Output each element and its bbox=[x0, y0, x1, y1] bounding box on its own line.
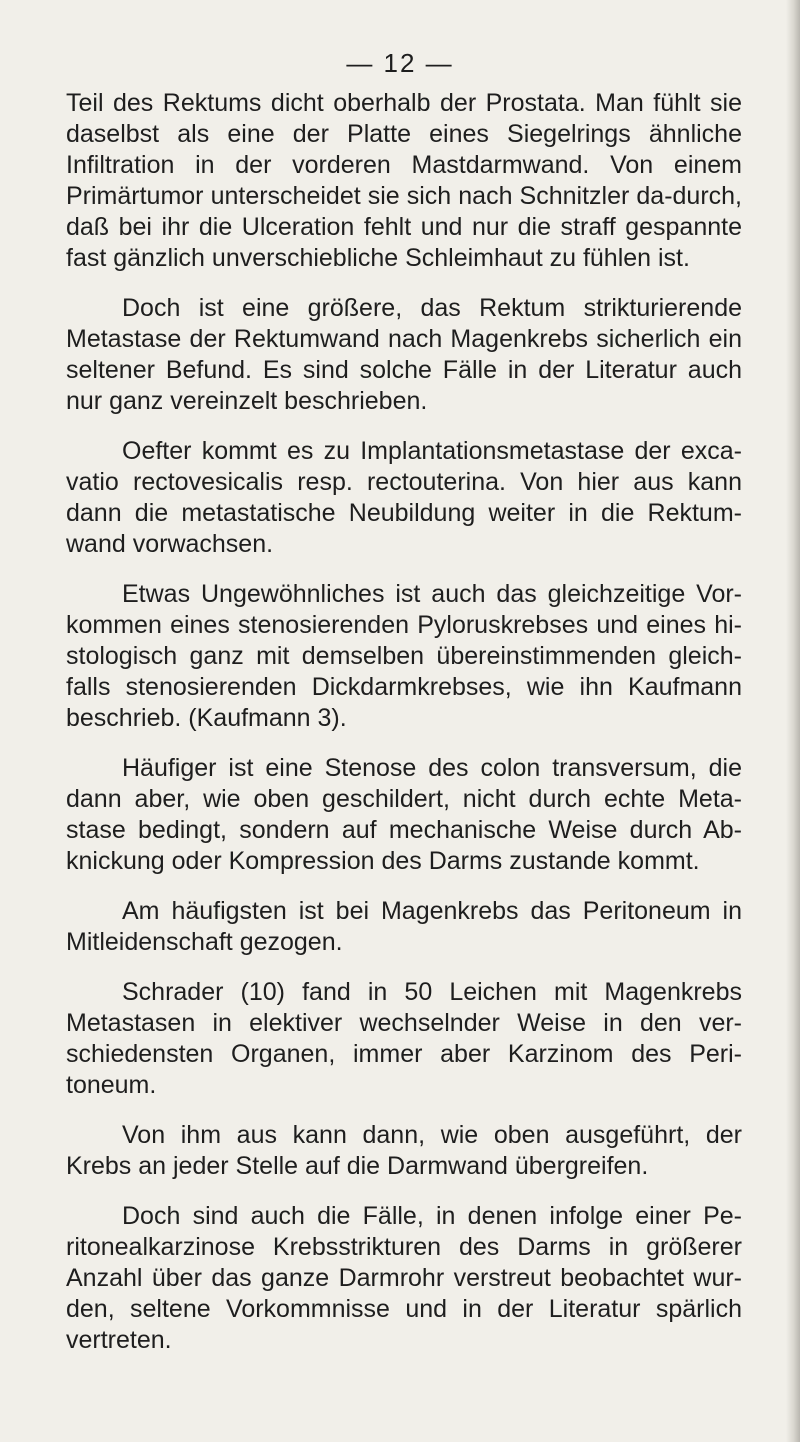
paragraph: Doch ist eine größere, das Rektum strikturierende Metastase der Rektumwand nach Magenkrebs sicherlich ein seltener Befund. Es sind solche Fälle in der Literatur auch nur ganz vereinzelt beschrieben. bbox=[66, 294, 742, 415]
paragraph: Schrader (10) fand in 50 Leichen mit Magenkrebs Metastasen in elektiver wechselnder Weise in den ver-schiedensten Organen, immer aber Karzinom des Peri-toneum. bbox=[66, 978, 742, 1099]
body-text bbox=[66, 88, 742, 1375]
paragraph: Doch sind auch die Fälle, in denen infolge einer Pe-ritonealkarzinose Krebsstrikturen des Darms in größerer Anzahl über das ganze Darmrohr verstreut beobachtet wur-den, seltene Vorkommnisse und in der Literatur spärlich vertreten. bbox=[66, 1202, 742, 1354]
paragraph: Oefter kommt es zu Implantationsmetastase der exca-vatio rectovesicalis resp. rectouterina. Von hier aus kann dann die metastatische Neubildung weiter in die Rektum-wand vorwachsen. bbox=[66, 437, 742, 558]
paragraph: Teil des Rektums dicht oberhalb der Prostata. Man fühlt sie daselbst als eine der Platte eines Siegelrings ähnliche Infiltration in der vorderen Mastdarmwand. Von einem Primärtumor unterscheidet sie sich nach Schnitzler da-durch, daß bei ihr die Ulceration fehlt und nur die straff gespannte fast gänzlich unverschiebliche Schleimhaut zu fühlen ist. bbox=[66, 89, 742, 272]
page-number: — 12 — bbox=[346, 48, 454, 78]
page-edge-shadow bbox=[786, 0, 800, 1442]
paragraph: Am häufigsten ist bei Magenkrebs das Peritoneum in Mitleidenschaft gezogen. bbox=[66, 897, 742, 956]
paragraph: Häufiger ist eine Stenose des colon transversum, die dann aber, wie oben geschildert, nicht durch echte Meta-stase bedingt, sondern auf mechanische Weise durch Ab-knickung oder Kompression des Darms zustande kommt. bbox=[66, 754, 742, 875]
paragraph: Von ihm aus kann dann, wie oben ausgeführt, der Krebs an jeder Stelle auf die Darmwand übergreifen. bbox=[66, 1121, 742, 1180]
paragraph: Etwas Ungewöhnliches ist auch das gleichzeitige Vor-kommen eines stenosierenden Pyloruskrebses und eines hi-stologisch ganz mit demselben übereinstimmenden gleich-falls stenosierenden Dickdarmkrebses, wie ihn Kaufmann beschrieb. (Kaufmann 3). bbox=[66, 580, 742, 732]
